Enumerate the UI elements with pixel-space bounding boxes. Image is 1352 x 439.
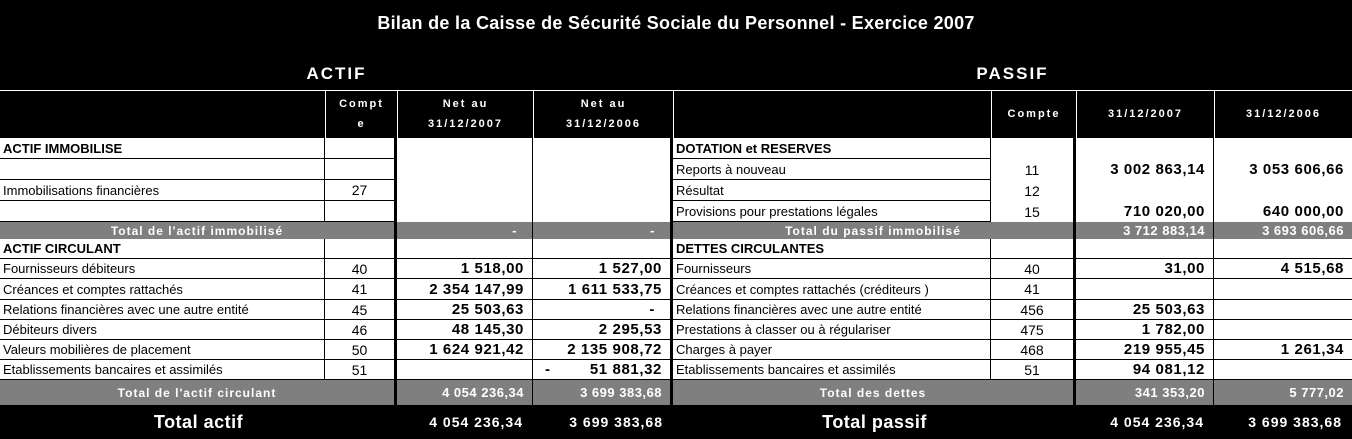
- amount-2007-cell: 1 518,00: [397, 259, 533, 279]
- amount-2006-cell: [533, 138, 673, 159]
- amount-2006-cell: [1214, 180, 1352, 201]
- amount-2007-cell: 25 503,63: [397, 300, 533, 320]
- amount-2006-cell: [533, 180, 673, 201]
- subtotal-row-immobilise: [0, 222, 1352, 239]
- header-compte-cell-passif: [991, 91, 1076, 138]
- amount-2006-cell: 3 053 606,66: [1214, 159, 1352, 180]
- table-header-row: [0, 90, 1352, 138]
- amount-2006-cell: 640 000,00: [1214, 201, 1352, 222]
- label-cell: ACTIF IMMOBILISE: [0, 138, 325, 159]
- label-cell: ACTIF CIRCULANT: [0, 239, 325, 259]
- amount-2006-cell: 2 295,53: [533, 320, 673, 340]
- amount-2007-cell: [397, 138, 533, 159]
- label-cell: Relations financières avec une autre entité: [673, 300, 991, 320]
- compte-cell: 50: [325, 340, 397, 360]
- total-passif-2007: 4 054 236,34: [1076, 405, 1214, 439]
- amount-2006-cell: [1214, 239, 1352, 259]
- amount-2006-cell: [533, 360, 673, 380]
- subtotal-2006-cell: -: [533, 222, 673, 239]
- header-net-2006-cell: [533, 91, 673, 138]
- compte-cell: 40: [991, 259, 1076, 279]
- amount-2007-cell: 3 002 863,14: [1076, 159, 1214, 180]
- total-passif-2006: 3 699 383,68: [1214, 405, 1352, 439]
- header-net-2007-cell: [397, 91, 533, 138]
- label-cell: Résultat: [673, 180, 991, 201]
- compte-cell: [325, 239, 397, 259]
- header-date-2006: 31/12/2006: [1245, 107, 1322, 120]
- table-row: [0, 279, 1352, 300]
- label-cell: Fournisseurs: [673, 259, 991, 279]
- subtotal-label-cell: Total des dettes: [673, 380, 1076, 405]
- label-cell: Charges à payer: [673, 340, 991, 360]
- amount-2006-cell: [1214, 320, 1352, 340]
- compte-cell: 468: [991, 340, 1076, 360]
- subtotal-2007-cell: 341 353,20: [1076, 380, 1214, 405]
- header-date-2007: 31/12/2007: [1107, 107, 1184, 120]
- subtotal-2007-cell: -: [397, 222, 533, 239]
- compte-cell: [325, 201, 397, 222]
- subtotal-label-cell: Total du passif immobilisé: [673, 222, 1076, 239]
- label-cell: [0, 201, 325, 222]
- header-net-au: Net au: [580, 98, 627, 111]
- amount-2006-cell: 2 135 908,72: [533, 340, 673, 360]
- table-row: [0, 201, 1352, 222]
- subtotal-2007-cell: 4 054 236,34: [397, 380, 533, 405]
- header-compte-line2: e: [357, 117, 366, 130]
- header-empty-cell-actif: [0, 91, 325, 138]
- amount-2007-cell: [1076, 239, 1214, 259]
- compte-cell: [991, 138, 1076, 159]
- table-row: [0, 300, 1352, 320]
- label-cell: Fournisseurs débiteurs: [0, 259, 325, 279]
- label-cell: Créances et comptes rattachés: [0, 279, 325, 300]
- compte-cell: 456: [991, 300, 1076, 320]
- label-cell: Créances et comptes rattachés (créditeurs ): [673, 279, 991, 300]
- amount-2007-cell: 219 955,45: [1076, 340, 1214, 360]
- table-row: [0, 340, 1352, 360]
- header-compte: Compte: [1007, 107, 1061, 120]
- total-actif-label: Total actif: [0, 405, 397, 439]
- label-cell: Provisions pour prestations légales: [673, 201, 991, 222]
- amount-2006-cell: [1214, 138, 1352, 159]
- subtotal-2006-cell: 3 693 606,66: [1214, 222, 1352, 239]
- total-actif-2007: 4 054 236,34: [397, 405, 533, 439]
- amount-2007-cell: [397, 180, 533, 201]
- header-date-2006: 31/12/2006: [565, 117, 642, 130]
- compte-cell: 12: [991, 180, 1076, 201]
- amount-2006-cell: 4 515,68: [1214, 259, 1352, 279]
- compte-cell: 15: [991, 201, 1076, 222]
- amount-2006-cell: 1 611 533,75: [533, 279, 673, 300]
- compte-cell: 51: [325, 360, 397, 380]
- compte-cell: 11: [991, 159, 1076, 180]
- subtotal-2006-cell: 3 699 383,68: [533, 380, 673, 405]
- compte-cell: [991, 239, 1076, 259]
- compte-cell: 475: [991, 320, 1076, 340]
- label-cell: Relations financières avec une autre entité: [0, 300, 325, 320]
- amount-2007-cell: [397, 159, 533, 180]
- amount-2006-cell: [533, 159, 673, 180]
- amount-2007-cell: [1076, 138, 1214, 159]
- subtotal-row-circulant: [0, 380, 1352, 405]
- header-net-au: Net au: [442, 98, 489, 111]
- amount-2007-cell: 710 020,00: [1076, 201, 1214, 222]
- report-title: Bilan de la Caisse de Sécurité Sociale du Personnel - Exercice 2007: [377, 13, 975, 33]
- amount-2007-cell: [1076, 180, 1214, 201]
- amount-2006-cell: [1214, 279, 1352, 300]
- compte-cell: [325, 159, 397, 180]
- label-cell: Valeurs mobilières de placement: [0, 340, 325, 360]
- compte-cell: 41: [991, 279, 1076, 300]
- label-cell: [0, 159, 325, 180]
- header-empty-cell-passif: [673, 91, 991, 138]
- compte-cell: 40: [325, 259, 397, 279]
- negative-sign: -: [545, 361, 551, 378]
- subtotal-label-cell: Total de l'actif immobilisé: [0, 222, 397, 239]
- amount-2006-cell: 1 527,00: [533, 259, 673, 279]
- amount-2006-cell: [533, 201, 673, 222]
- label-cell: Etablissements bancaires et assimilés: [673, 360, 991, 380]
- header-2007-cell-passif: [1076, 91, 1214, 138]
- label-cell: Immobilisations financières: [0, 180, 325, 201]
- header-date-2007: 31/12/2007: [427, 117, 504, 130]
- table-row: [0, 360, 1352, 380]
- amount-2007-cell: 31,00: [1076, 259, 1214, 279]
- label-cell: Reports à nouveau: [673, 159, 991, 180]
- amount-2007-cell: [1076, 279, 1214, 300]
- amount-2006-cell: [533, 239, 673, 259]
- grand-total-row: [0, 405, 1352, 439]
- amount-2007-cell: [397, 201, 533, 222]
- compte-cell: 51: [991, 360, 1076, 380]
- amount-2006-cell: [1214, 360, 1352, 380]
- amount-2007-cell: 94 081,12: [1076, 360, 1214, 380]
- passif-heading: PASSIF: [976, 64, 1049, 83]
- header-compte-line1: Compt: [339, 98, 384, 111]
- amount-2007-cell: [397, 239, 533, 259]
- compte-cell: 45: [325, 300, 397, 320]
- amount-2006-cell: [1214, 300, 1352, 320]
- balance-sheet-table: [0, 90, 1352, 439]
- header-compte-cell-actif: [325, 91, 397, 138]
- compte-cell: 41: [325, 279, 397, 300]
- compte-cell: 46: [325, 320, 397, 340]
- subtotal-label-cell: Total de l'actif circulant: [0, 380, 397, 405]
- compte-cell: [325, 138, 397, 159]
- label-cell: Etablissements bancaires et assimilés: [0, 360, 325, 380]
- table-row: [0, 320, 1352, 340]
- header-2006-cell-passif: [1214, 91, 1352, 138]
- total-actif-2006: 3 699 383,68: [533, 405, 673, 439]
- subtotal-2007-cell: 3 712 883,14: [1076, 222, 1214, 239]
- amount-2006-cell: -: [533, 300, 673, 320]
- label-cell: DETTES CIRCULANTES: [673, 239, 991, 259]
- amount-2007-cell: 25 503,63: [1076, 300, 1214, 320]
- amount-2007-cell: 1 624 921,42: [397, 340, 533, 360]
- amount-2007-cell: [397, 360, 533, 380]
- label-cell: Débiteurs divers: [0, 320, 325, 340]
- table-row: [0, 259, 1352, 279]
- total-passif-label: Total passif: [673, 405, 1076, 439]
- compte-cell: 27: [325, 180, 397, 201]
- title-band: [0, 0, 1352, 90]
- table-row: [0, 159, 1352, 180]
- amount-2006-cell: 1 261,34: [1214, 340, 1352, 360]
- amount-2007-cell: 1 782,00: [1076, 320, 1214, 340]
- side-titles: [0, 64, 1352, 84]
- actif-heading: ACTIF: [306, 64, 367, 83]
- table-row: [0, 180, 1352, 201]
- negative-amount: 51 881,32: [589, 361, 662, 378]
- table-row: [0, 239, 1352, 259]
- amount-2007-cell: 48 145,30: [397, 320, 533, 340]
- subtotal-2006-cell: 5 777,02: [1214, 380, 1352, 405]
- label-cell: Prestations à classer ou à régulariser: [673, 320, 991, 340]
- amount-2007-cell: 2 354 147,99: [397, 279, 533, 300]
- label-cell: DOTATION et RESERVES: [673, 138, 991, 159]
- table-row: [0, 138, 1352, 159]
